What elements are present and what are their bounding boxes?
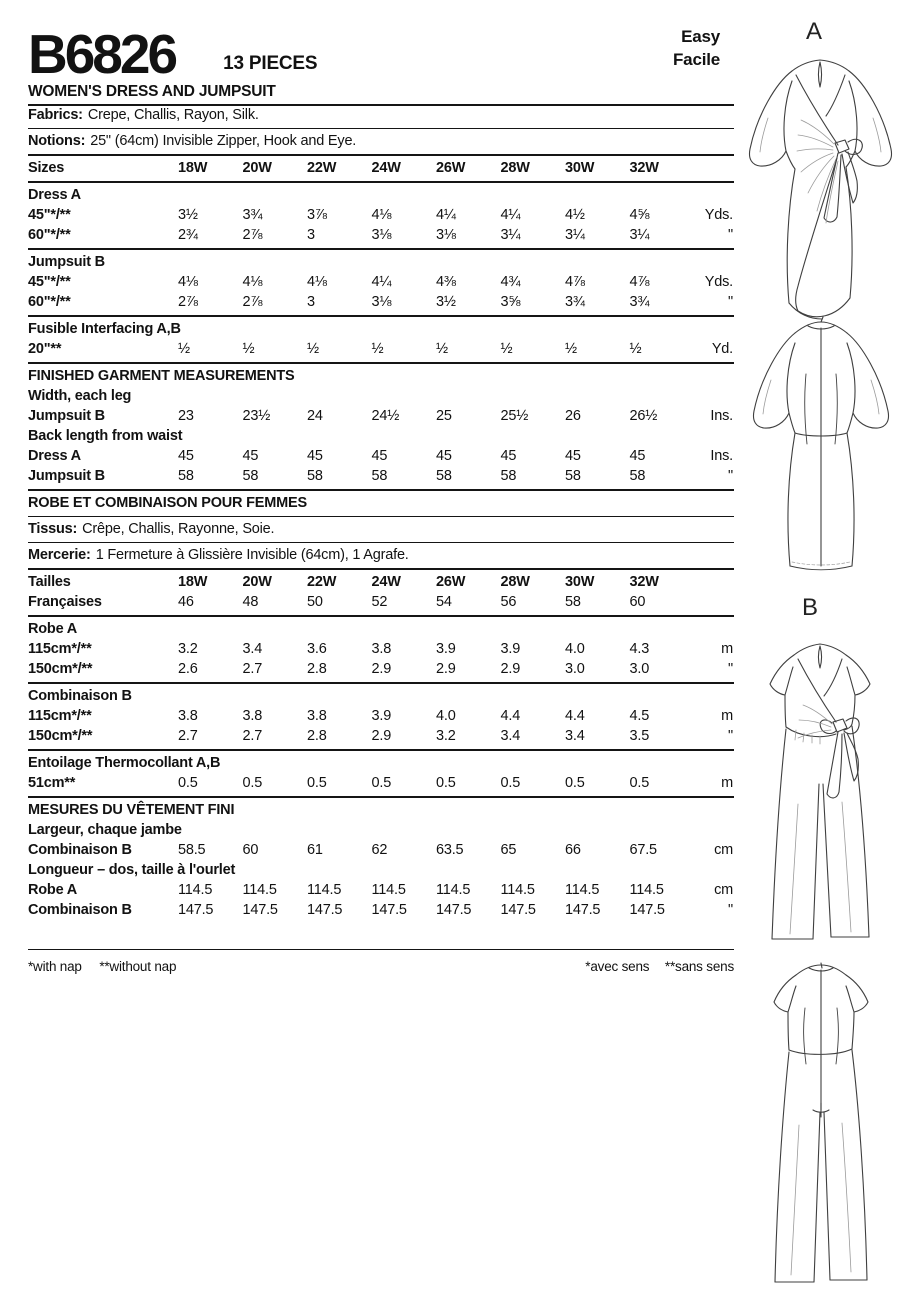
dress-a-front-illustration <box>738 48 903 340</box>
jumpsuit-b-front-illustration <box>738 634 903 956</box>
view-b-label: B <box>802 594 819 621</box>
cell-value: 3.2 <box>178 641 198 657</box>
cell-value: 3¼ <box>500 227 521 243</box>
row-text: 1 Fermeture à Glissière Invisible (64cm), 1 Agrafe. <box>95 547 409 563</box>
table-row <box>28 821 734 841</box>
cell-value: 2.7 <box>242 728 263 744</box>
cell-value: 45 <box>565 448 581 464</box>
cell-value: 147.5 <box>500 902 536 918</box>
cell-value: 58 <box>565 468 581 484</box>
row-label: Jumpsuit B <box>28 408 105 424</box>
row-label: 60"*/** <box>28 294 71 310</box>
cell-value: 58 <box>178 468 194 484</box>
cell-value: 4¼ <box>436 207 456 223</box>
cell-value: 18W <box>178 160 208 176</box>
cell-value: 114.5 <box>178 882 213 898</box>
masthead <box>28 14 734 85</box>
cell-value: 147.5 <box>565 902 601 918</box>
unit-cell: " <box>728 728 733 744</box>
cell-value: 18W <box>178 574 208 590</box>
difficulty-fr: Facile <box>673 49 720 69</box>
cell-value: 114.5 <box>500 882 535 898</box>
table-row <box>28 467 734 491</box>
cell-value: 48 <box>242 594 259 610</box>
cell-value: 22W <box>307 574 337 590</box>
cell-value: 3½ <box>436 294 456 310</box>
cell-value: 58 <box>371 468 388 484</box>
section-heading: Fusible Interfacing A,B <box>28 321 181 337</box>
cell-value: 4.4 <box>565 708 585 724</box>
cell-value: 0.5 <box>565 775 585 791</box>
table-row <box>28 320 734 340</box>
cell-value: 26W <box>436 160 466 176</box>
cell-value: 24 <box>307 408 323 424</box>
table-row <box>28 293 734 317</box>
cell-value: 3⅞ <box>307 207 327 223</box>
cell-value: 24W <box>371 160 401 176</box>
cell-value: 147.5 <box>629 902 665 918</box>
row-label: Fabrics: <box>28 107 83 123</box>
table-row <box>28 273 734 293</box>
pieces-count: 13 PIECES <box>223 53 318 74</box>
cell-value: 2.8 <box>307 728 327 744</box>
row-label: Tissus: <box>28 521 78 537</box>
difficulty-rating <box>673 26 720 72</box>
cell-value: 58 <box>629 468 646 484</box>
section-heading: Jumpsuit B <box>28 254 105 270</box>
row-label: 150cm*/** <box>28 728 93 744</box>
cell-value: ½ <box>565 341 577 357</box>
footnotes <box>28 949 734 974</box>
table-row <box>28 159 734 183</box>
cell-value: 0.5 <box>500 775 521 791</box>
cell-value: 28W <box>500 574 530 590</box>
pattern-number: B6826 <box>28 22 176 85</box>
cell-value: 3.9 <box>500 641 521 657</box>
section-heading: Largeur, chaque jambe <box>28 822 182 838</box>
cell-value: 26W <box>436 574 466 590</box>
unit-cell: m <box>721 775 733 791</box>
cell-value: 3 <box>307 227 315 243</box>
table-row <box>28 132 734 156</box>
cell-value: 3⅛ <box>371 294 392 310</box>
cell-value: 3¼ <box>565 227 585 243</box>
row-label: 51cm** <box>28 775 76 791</box>
unit-cell: cm <box>714 882 733 898</box>
cell-value: 4¾ <box>500 274 521 290</box>
cell-value: 3.9 <box>371 708 392 724</box>
table-row <box>28 253 734 273</box>
cell-value: 2.6 <box>178 661 198 677</box>
row-label: 60"*/** <box>28 227 71 243</box>
cell-value: 114.5 <box>565 882 600 898</box>
cell-value: 114.5 <box>436 882 471 898</box>
cell-value: 45 <box>371 448 388 464</box>
cell-value: 4⅛ <box>307 274 327 290</box>
cell-value: 2⅞ <box>242 294 263 310</box>
cell-value: 23 <box>178 408 194 424</box>
cell-value: 60 <box>629 594 646 610</box>
row-label: Françaises <box>28 594 102 610</box>
cell-value: 20W <box>242 574 272 590</box>
size-chart <box>28 106 734 921</box>
cell-value: 46 <box>178 594 194 610</box>
cell-value: 2⅞ <box>242 227 263 243</box>
unit-cell: Ins. <box>710 408 733 424</box>
table-row <box>28 387 734 407</box>
table-row <box>28 573 734 593</box>
cell-value: ½ <box>500 341 513 357</box>
table-row <box>28 707 734 727</box>
cell-value: 45 <box>307 448 323 464</box>
cell-value: 58 <box>565 594 581 610</box>
cell-value: 4⅛ <box>178 274 198 290</box>
cell-value: 0.5 <box>307 775 327 791</box>
cell-value: 45 <box>436 448 452 464</box>
row-label: Robe A <box>28 882 78 898</box>
garment-illustrations <box>738 0 910 1308</box>
cell-value: 3.8 <box>307 708 327 724</box>
table-row <box>28 447 734 467</box>
table-row <box>28 620 734 640</box>
section-heading: Width, each leg <box>28 388 132 404</box>
unit-cell: m <box>721 641 733 657</box>
yardage-panel <box>28 14 734 974</box>
unit-cell: cm <box>714 842 733 858</box>
cell-value: 4⅛ <box>371 207 392 223</box>
unit-cell: m <box>721 708 733 724</box>
cell-value: 4.5 <box>629 708 650 724</box>
garment-title: WOMEN'S DRESS AND JUMPSUIT <box>28 83 734 106</box>
table-row <box>28 186 734 206</box>
cell-value: 26½ <box>629 408 658 424</box>
cell-value: ½ <box>371 341 384 357</box>
cell-value: 2.9 <box>436 661 456 677</box>
cell-value: 23½ <box>242 408 271 424</box>
cell-value: 61 <box>307 842 323 858</box>
cell-value: 58 <box>500 468 517 484</box>
unit-cell: " <box>728 468 733 484</box>
unit-cell: " <box>728 294 733 310</box>
cell-value: 3½ <box>178 207 198 223</box>
cell-value: 3.4 <box>242 641 263 657</box>
view-a-label: A <box>806 18 823 45</box>
cell-value: 3¾ <box>629 294 650 310</box>
table-row <box>28 494 734 517</box>
unit-cell: " <box>728 227 733 243</box>
table-row <box>28 226 734 250</box>
cell-value: 3⅝ <box>500 294 521 310</box>
cell-value: 0.5 <box>242 775 263 791</box>
table-row <box>28 801 734 821</box>
row-label: Jumpsuit B <box>28 468 105 484</box>
row-label: 20"** <box>28 341 62 357</box>
table-row <box>28 593 734 617</box>
cell-value: 45 <box>500 448 517 464</box>
table-row <box>28 660 734 684</box>
table-row <box>28 407 734 427</box>
cell-value: 4⅜ <box>436 274 456 290</box>
cell-value: 4½ <box>565 207 585 223</box>
cell-value: 3.8 <box>371 641 392 657</box>
cell-value: 56 <box>500 594 517 610</box>
cell-value: 2⅞ <box>178 294 198 310</box>
cell-value: ½ <box>436 341 448 357</box>
cell-value: 2.9 <box>500 661 521 677</box>
footnotes-english <box>28 959 190 974</box>
cell-value: 28W <box>500 160 530 176</box>
cell-value: 62 <box>371 842 388 858</box>
cell-value: 3¼ <box>629 227 650 243</box>
cell-value: 45 <box>242 448 259 464</box>
table-row <box>28 861 734 881</box>
cell-value: 3.4 <box>500 728 521 744</box>
row-label: 45"*/** <box>28 274 71 290</box>
cell-value: 66 <box>565 842 581 858</box>
row-label: Notions: <box>28 133 86 149</box>
cell-value: ½ <box>178 341 190 357</box>
cell-value: 3⅛ <box>436 227 456 243</box>
section-heading: Entoilage Thermocollant A,B <box>28 755 221 771</box>
cell-value: 4⅝ <box>629 207 650 223</box>
footnote-sans-sens: **sans sens <box>664 959 734 974</box>
cell-value: 2.9 <box>371 728 392 744</box>
cell-value: 3.6 <box>307 641 327 657</box>
table-row <box>28 754 734 774</box>
cell-value: 114.5 <box>371 882 406 898</box>
cell-value: 67.5 <box>629 842 657 858</box>
row-label: Mercerie: <box>28 547 91 563</box>
cell-value: 20W <box>242 160 272 176</box>
cell-value: 3.9 <box>436 641 456 657</box>
unit-cell: Yd. <box>711 341 733 357</box>
cell-value: 4¼ <box>371 274 392 290</box>
footnotes-french <box>573 959 734 974</box>
section-heading: ROBE ET COMBINAISON POUR FEMMES <box>28 495 307 511</box>
jumpsuit-b-back-illustration <box>738 960 903 1300</box>
cell-value: 45 <box>178 448 194 464</box>
cell-value: 0.5 <box>371 775 392 791</box>
cell-value: 147.5 <box>307 902 343 918</box>
cell-value: 4.3 <box>629 641 650 657</box>
cell-value: 50 <box>307 594 323 610</box>
table-row <box>28 106 734 129</box>
cell-value: 4.0 <box>565 641 585 657</box>
cell-value: 0.5 <box>178 775 198 791</box>
cell-value: 63.5 <box>436 842 464 858</box>
cell-value: ½ <box>629 341 642 357</box>
cell-value: 114.5 <box>629 882 664 898</box>
cell-value: 4.4 <box>500 708 521 724</box>
section-heading: FINISHED GARMENT MEASUREMENTS <box>28 368 295 384</box>
cell-value: 3.5 <box>629 728 650 744</box>
table-row <box>28 881 734 901</box>
table-row <box>28 901 734 921</box>
table-row <box>28 546 734 570</box>
unit-cell: Yds. <box>704 274 733 290</box>
table-row <box>28 727 734 751</box>
cell-value: 4⅛ <box>242 274 263 290</box>
row-label: 45"*/** <box>28 207 71 223</box>
dress-a-back-illustration <box>738 316 903 616</box>
section-heading: Dress A <box>28 187 81 203</box>
cell-value: 60 <box>242 842 259 858</box>
difficulty-en: Easy <box>681 27 720 46</box>
cell-value: 24W <box>371 574 401 590</box>
section-heading: Robe A <box>28 621 78 637</box>
cell-value: 54 <box>436 594 452 610</box>
footnote-without-nap: **without nap <box>99 959 177 974</box>
footnote-avec-sens: *avec sens <box>585 959 650 974</box>
row-text: Crepe, Challis, Rayon, Silk. <box>87 107 259 123</box>
cell-value: 22W <box>307 160 337 176</box>
cell-value: 147.5 <box>436 902 472 918</box>
cell-value: 4.0 <box>436 708 456 724</box>
table-row <box>28 774 734 798</box>
cell-value: 30W <box>565 574 595 590</box>
cell-value: 147.5 <box>178 902 214 918</box>
cell-value: 32W <box>629 574 659 590</box>
jumpsuit-front-line-art <box>738 634 903 956</box>
row-label: Sizes <box>28 160 65 176</box>
cell-value: 3 <box>307 294 315 310</box>
unit-cell: Yds. <box>704 207 733 223</box>
cell-value: 4⅞ <box>629 274 650 290</box>
cell-value: 3¾ <box>242 207 263 223</box>
table-row <box>28 640 734 660</box>
row-label: Dress A <box>28 448 81 464</box>
cell-value: 3.2 <box>436 728 456 744</box>
cell-value: 3⅛ <box>371 227 392 243</box>
table-row <box>28 427 734 447</box>
row-label: 115cm*/** <box>28 641 92 657</box>
cell-value: 0.5 <box>629 775 650 791</box>
cell-value: 3.0 <box>565 661 585 677</box>
row-label: 115cm*/** <box>28 708 92 724</box>
cell-value: 58 <box>436 468 452 484</box>
cell-value: 52 <box>371 594 388 610</box>
cell-value: ½ <box>307 341 319 357</box>
table-row <box>28 206 734 226</box>
cell-value: 3.8 <box>178 708 198 724</box>
cell-value: 147.5 <box>371 902 407 918</box>
section-heading: Combinaison B <box>28 688 132 704</box>
unit-cell: Ins. <box>710 448 733 464</box>
footnote-with-nap: *with nap <box>28 959 82 974</box>
cell-value: 2¾ <box>178 227 198 243</box>
cell-value: 3.4 <box>565 728 585 744</box>
dress-back-line-art <box>738 316 903 616</box>
table-row <box>28 841 734 861</box>
cell-value: 58.5 <box>178 842 206 858</box>
cell-value: 2.9 <box>371 661 392 677</box>
cell-value: 30W <box>565 160 595 176</box>
table-row <box>28 340 734 364</box>
cell-value: 65 <box>500 842 517 858</box>
cell-value: 58 <box>307 468 323 484</box>
cell-value: 3.8 <box>242 708 263 724</box>
cell-value: 26 <box>565 408 581 424</box>
table-row <box>28 367 734 387</box>
unit-cell: " <box>728 661 733 677</box>
cell-value: ½ <box>242 341 255 357</box>
cell-value: 45 <box>629 448 646 464</box>
cell-value: 3¾ <box>565 294 585 310</box>
cell-value: 25½ <box>500 408 529 424</box>
row-text: 25" (64cm) Invisible Zipper, Hook and Eye. <box>90 133 357 149</box>
jumpsuit-back-line-art <box>738 960 903 1300</box>
table-row <box>28 520 734 543</box>
cell-value: 114.5 <box>242 882 277 898</box>
cell-value: 32W <box>629 160 659 176</box>
cell-value: 4⅞ <box>565 274 585 290</box>
cell-value: 4¼ <box>500 207 521 223</box>
section-heading: Longueur – dos, taille à l'ourlet <box>28 862 236 878</box>
dress-front-line-art <box>738 48 903 340</box>
unit-cell: " <box>728 902 733 918</box>
cell-value: 2.8 <box>307 661 327 677</box>
cell-value: 24½ <box>371 408 400 424</box>
section-heading: Back length from waist <box>28 428 183 444</box>
row-text: Crêpe, Challis, Rayonne, Soie. <box>82 521 275 537</box>
cell-value: 114.5 <box>307 882 342 898</box>
section-heading: MESURES DU VÊTEMENT FINI <box>28 802 235 818</box>
cell-value: 2.7 <box>178 728 198 744</box>
row-label: Combinaison B <box>28 842 132 858</box>
cell-value: 25 <box>436 408 452 424</box>
cell-value: 0.5 <box>436 775 456 791</box>
row-label: Combinaison B <box>28 902 132 918</box>
cell-value: 2.7 <box>242 661 263 677</box>
table-row <box>28 687 734 707</box>
cell-value: 3.0 <box>629 661 650 677</box>
cell-value: 147.5 <box>242 902 278 918</box>
row-label: Tailles <box>28 574 71 590</box>
row-label: 150cm*/** <box>28 661 93 677</box>
cell-value: 58 <box>242 468 259 484</box>
